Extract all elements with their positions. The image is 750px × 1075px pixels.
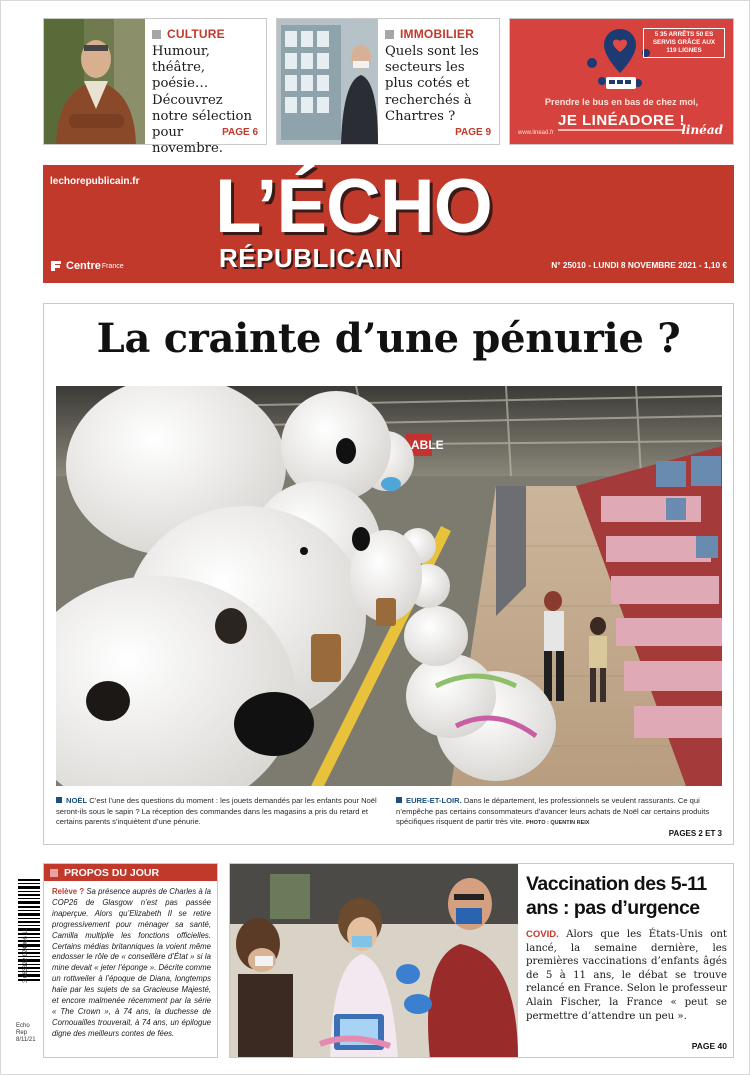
teaser-culture-photo: [44, 19, 145, 144]
photo-credit: PHOTO : QUENTIN REIX: [526, 820, 590, 826]
teaser-page-ref[interactable]: PAGE 9: [455, 127, 491, 138]
store-sign: ABLE: [411, 438, 444, 452]
caption-right-text: Dans le département, les professionnels se veulent rassurants. Ce qui n’empêche pas certains consommateurs d’avancer leurs achats de Noël car certains produits spécifiques risquent de partir très vite.: [396, 796, 710, 826]
caption-left: [56, 796, 388, 828]
caption-square-icon: [396, 797, 402, 803]
ad-slogan: JE LINÉADORE !: [557, 112, 685, 129]
publisher-name: Centre: [66, 260, 101, 272]
ad-brand-logo: linéad: [681, 123, 723, 137]
barcode-edition: Echo Rep 8/11/21: [16, 1023, 36, 1043]
main-story[interactable]: [43, 303, 734, 845]
centre-france-icon: [49, 260, 63, 272]
propos-square-icon: [50, 869, 58, 877]
newspaper-logo-subtitle: RÉPUBLICAIN: [219, 243, 403, 273]
teaser-immobilier-photo: [277, 19, 378, 144]
website-link[interactable]: lechorepublicain.fr: [50, 176, 140, 187]
propos-title: PROPOS DU JOUR: [64, 866, 160, 879]
vaccination-story[interactable]: [229, 863, 734, 1058]
teaser-culture[interactable]: [43, 18, 267, 157]
barcode-image: [16, 877, 42, 983]
ad-footer-note: www.linead.fr: [518, 130, 554, 136]
teaser-page-ref[interactable]: PAGE 6: [222, 127, 258, 138]
caption-left-text: C’est l’une des questions du moment : les jouets demandés par les enfants pour Noël seront-ils sous le sapin ? La réception des commandes dans les magasins a pris du retard et certains parents s’inquiètent d’une pénurie.: [56, 796, 377, 826]
newspaper-logo: L’ÉCHO: [215, 164, 492, 249]
ad-tagline: Prendre le bus en bas de chez moi,: [544, 97, 699, 107]
rubric-square-icon: [152, 30, 161, 39]
linead-advertisement[interactable]: [509, 18, 734, 145]
caption-left-keyword: NOËL: [66, 796, 88, 805]
teaser-text: Quels sont les secteurs les plus cotés et recherchés à Chartres ?: [385, 44, 479, 124]
teaser-text: Humour, théâtre, poésie… Découvrez notre sélection pour novembre.: [152, 44, 252, 157]
vaccination-text: Alors que les États-Unis ont lancé, la semaine dernière, les premières vaccinations d’enfants âgés de 5 à 11 ans, le débat se trouve relancé en France. Selon le professeur Alain Fischer, la France « peut se permettre d’attendre un peu ».: [526, 929, 727, 1022]
barcode-digits: 3 663322 024006 11: [23, 928, 29, 983]
propos-text: Sa présence auprès de Charles à la COP26 de Glasgow n’est pas passée inaperçue. Alors qu’Elizabeth II se retire progressivement pour ménager sa santé, Camilla multiplie les fonctions officielles. Certains médias britanniques la voient même endosser le rôle de « conseillère d’État » si la mine devait « jeter l’éponge ». Décrite comme un rottweiler à l’époque de Diana, longtemps haïe par les sujets de sa Gracieuse Majesté, et encore malmenée récemment par la série « The Crown », à 74 ans, la duchesse de Cornouailles trouverait, à 74 ans, un épilogue digne des meilleurs contes de fées.: [52, 887, 211, 1038]
propos-du-jour[interactable]: [43, 863, 218, 1058]
masthead: [43, 165, 734, 283]
ad-badge: 5 35 ARRÊTS 50 ES SERVIS GRÂCE AUX 119 LIGNES: [643, 28, 725, 58]
caption-right: [396, 796, 722, 829]
teaser-rubric: IMMOBILIER: [400, 27, 474, 41]
main-headline: La crainte d’une pénurie ?: [96, 315, 681, 362]
caption-right-keyword: EURE-ET-LOIR.: [406, 796, 462, 805]
vaccination-photo: [230, 864, 518, 1058]
teaser-immobilier[interactable]: [276, 18, 500, 145]
main-story-page-ref[interactable]: PAGES 2 ET 3: [668, 829, 722, 838]
propos-keyword: Relève ?: [52, 887, 85, 896]
teaser-rubric: CULTURE: [167, 27, 225, 41]
caption-square-icon: [56, 797, 62, 803]
issue-info: N° 25010 - LUNDI 8 NOVEMBRE 2021 - 1,10 €: [551, 260, 727, 270]
toy-store-photo: [56, 386, 722, 786]
vaccination-page-ref[interactable]: PAGE 40: [691, 1041, 727, 1051]
vaccination-headline: Vaccination des 5-11 ans : pas d’urgence: [526, 873, 707, 919]
publisher-logo: [49, 260, 124, 272]
rubric-square-icon: [385, 30, 394, 39]
vaccination-keyword: COVID.: [526, 929, 559, 940]
publisher-suffix: France: [101, 262, 124, 270]
